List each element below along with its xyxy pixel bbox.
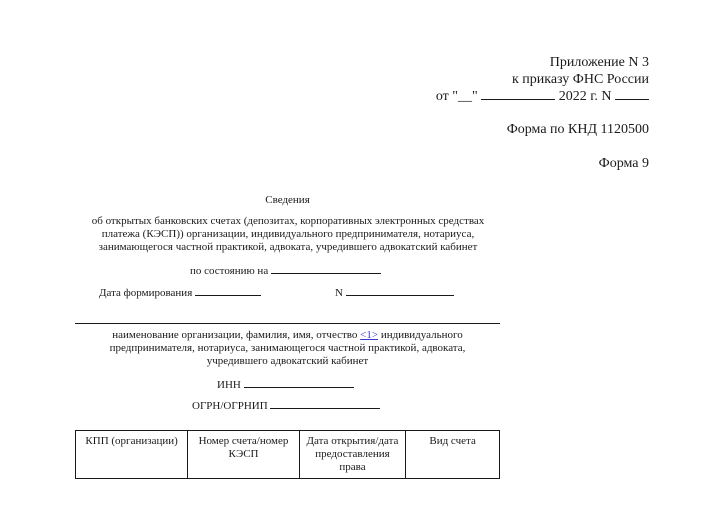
form-knd: Форма по КНД 1120500 xyxy=(506,122,649,137)
document-number-label: N xyxy=(335,287,343,299)
formation-date-label: Дата формирования xyxy=(99,287,193,299)
order-year: 2022 г. N xyxy=(558,89,612,104)
document-number-field xyxy=(346,284,454,296)
form-number: Форма 9 xyxy=(598,156,649,171)
as-of-date-field xyxy=(271,262,381,274)
appendix-label: Приложение N 3 xyxy=(549,55,649,70)
inn-line xyxy=(217,376,354,392)
table-header-row xyxy=(76,431,500,479)
order-reference: к приказу ФНС России xyxy=(511,72,649,87)
order-date-blank xyxy=(481,88,555,100)
order-date-prefix: от "__" xyxy=(435,89,478,104)
document-description: об открытых банковских счетах (депозитах, корпоративных электронных средствах платежа (КЭСП)) организации, индивидуального предпринимателя, нотариуса, занимающегося частной практикой, адвоката, учредившего адвокатский кабинет xyxy=(91,215,485,253)
order-date-line xyxy=(329,88,649,105)
organization-name-caption xyxy=(90,329,485,368)
as-of-line xyxy=(190,262,381,278)
caption-suffix: индивидуального предпринимателя, нотариуса, занимающегося частной практикой, адвоката, учредившего адвокатский кабинет xyxy=(109,329,466,367)
formation-date-line xyxy=(99,284,261,300)
formation-date-field xyxy=(195,284,261,296)
inn-label: ИНН xyxy=(217,379,241,391)
document-number-line xyxy=(335,284,454,300)
column-header-open-date: Дата открытия/дата предоставления права xyxy=(299,431,405,479)
column-header-kpp: КПП (организации) xyxy=(76,431,188,479)
order-number-blank xyxy=(615,88,649,100)
ogrn-line xyxy=(192,397,380,413)
accounts-table xyxy=(75,430,500,479)
footnote-link[interactable]: <1> xyxy=(360,329,379,341)
ogrn-field xyxy=(270,397,380,409)
column-header-account-type: Вид счета xyxy=(406,431,500,479)
ogrn-label: ОГРН/ОГРНИП xyxy=(192,400,268,412)
organization-name-line xyxy=(75,323,500,324)
caption-prefix: наименование организации, фамилия, имя, отчество xyxy=(112,329,358,341)
inn-field xyxy=(244,376,354,388)
column-header-account-number: Номер счета/номер КЭСП xyxy=(188,431,300,479)
as-of-label: по состоянию на xyxy=(190,265,269,277)
document-title: Сведения xyxy=(265,194,310,206)
